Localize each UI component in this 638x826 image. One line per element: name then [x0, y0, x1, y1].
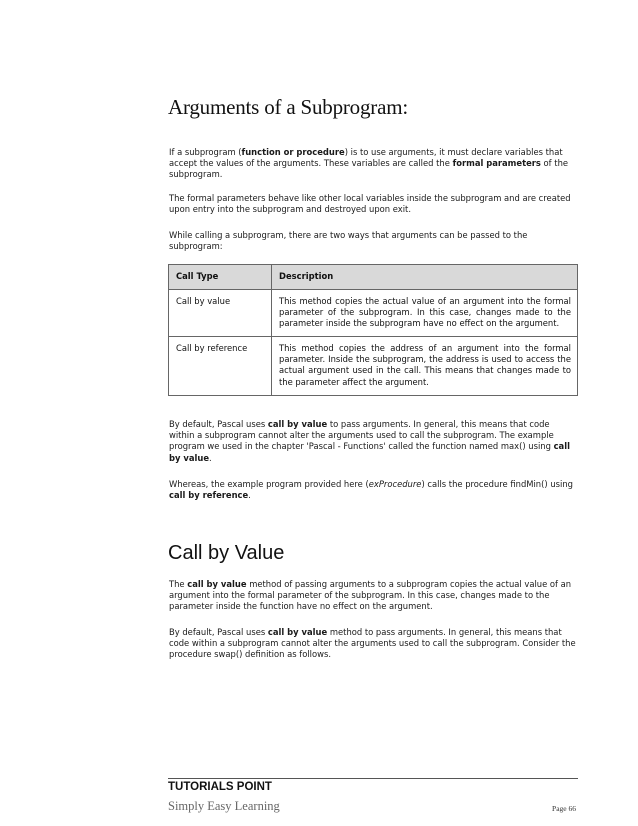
table-header-row — [169, 265, 578, 290]
text: ) calls the procedure findMin() using — [421, 479, 573, 489]
bold-text: formal parameters — [452, 158, 541, 169]
paragraph-intro — [169, 147, 577, 181]
text: method of passing arguments to a subprogram copies the actual value of an argument into the formal parameter of the subprogram. In this case, changes made to the parameter inside the function have no effect on the argument. — [169, 579, 572, 612]
table-cell-description: This method copies the address of an argument into the formal parameter. Inside the subprogram, the address is used to access the actual argument used in the call. This means that changes made to the parameter affect the argument. — [272, 337, 578, 396]
text: Whereas, the example program provided here ( — [169, 479, 369, 489]
paragraph-formal-parameters: The formal parameters behave like other local variables inside the subprogram and are created upon entry into the subprogram and destroyed upon exit. — [169, 193, 571, 215]
paragraph-swap-definition — [169, 627, 577, 661]
table-cell-call-type: Call by value — [169, 290, 272, 337]
table-row — [169, 337, 578, 396]
footer-title: TUTORIALS POINT — [168, 781, 272, 793]
call-type-table — [168, 264, 578, 396]
text: If a subprogram ( — [169, 147, 242, 157]
paragraph-two-ways: While calling a subprogram, there are two ways that arguments can be passed to the subprogram: — [169, 230, 528, 252]
paragraph-default-call — [169, 419, 577, 464]
table-cell-description: This method copies the actual value of an argument into the formal parameter of the subprogram. In this case, changes made to the parameter inside the subprogram have no effect on the argument. — [272, 290, 578, 337]
text: By default, Pascal uses — [169, 627, 268, 637]
section-heading-arguments: Arguments of a Subprogram: — [168, 95, 408, 119]
paragraph-call-by-value — [169, 579, 577, 613]
bold-text: call by value — [267, 419, 328, 429]
bold-text: call by value — [169, 441, 570, 463]
text: of the subprogram. — [169, 158, 569, 180]
footer-divider — [168, 778, 578, 779]
footer-subtitle: Simply Easy Learning — [168, 799, 280, 813]
text: . — [248, 490, 251, 501]
bold-text: call by value — [187, 579, 247, 589]
table-header-cell: Description — [272, 265, 578, 290]
page-number: Page 66 — [552, 804, 576, 813]
paragraph-example-program — [169, 479, 577, 501]
bold-text: function or procedure — [241, 147, 345, 157]
bold-text: call by value — [267, 627, 328, 637]
italic-text: exProcedure — [368, 479, 422, 489]
table-cell-call-type: Call by reference — [169, 337, 272, 396]
text: The — [169, 579, 188, 589]
table-header-cell: Call Type — [169, 265, 272, 290]
section-heading-call-by-value: Call by Value — [168, 542, 285, 564]
text: method to pass arguments. In general, this means that code within a subprogram cannot alter the arguments used to call the subprogram. Consider the procedure swap() definition as follows. — [169, 627, 576, 660]
bold-text: call by reference — [169, 490, 249, 501]
text: to pass arguments. In general, this means that code within a subprogram cannot alter the arguments used to call the subprogram. The example program we used in the chapter 'Pascal - Functions' called the function named max() using — [169, 419, 554, 452]
text: ) is to use arguments, it must declare variables that accept the values of the arguments. These variables are called the — [169, 147, 563, 169]
text: By default, Pascal uses — [169, 419, 268, 429]
table-row — [169, 290, 578, 337]
text: . — [209, 452, 212, 463]
